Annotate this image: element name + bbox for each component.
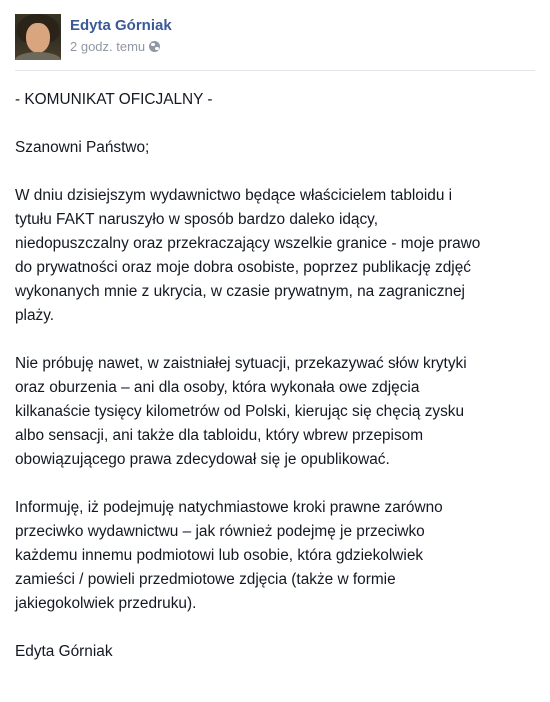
- paragraph-2-line: oraz oburzenia – ani dla osoby, która wykonała owe zdjęcia: [15, 379, 420, 396]
- paragraph-1-line: W dniu dzisiejszym wydawnictwo będące właścicielem tabloidu i: [15, 187, 453, 204]
- post-header: [15, 14, 535, 71]
- globe-icon[interactable]: [149, 41, 160, 52]
- paragraph-2-line: kilkanaście tysięcy kilometrów od Polski, kierując się chęcią zysku: [15, 403, 465, 420]
- paragraph-2-line: obowiązującego prawa zdecydował się je opublikować.: [15, 451, 390, 468]
- post-timestamp[interactable]: 2 godz. temu: [70, 39, 146, 54]
- post-salutation: Szanowni Państwo;: [15, 139, 150, 156]
- author-name-link[interactable]: Edyta Górniak: [70, 17, 172, 34]
- avatar-face: [26, 23, 50, 53]
- post-signature: Edyta Górniak: [15, 643, 113, 660]
- paragraph-1-line: do prywatności oraz moje dobra osobiste, poprzez publikację zdjęć: [15, 259, 471, 276]
- paragraph-2-line: albo sensacji, ani także dla tabloidu, który wbrew przepisom: [15, 427, 424, 444]
- paragraph-1-line: tytułu FAKT naruszyło w sposób bardzo daleko idący,: [15, 211, 379, 228]
- paragraph-2-line: Nie próbuję nawet, w zaistniałej sytuacji, przekazywać słów krytyki: [15, 355, 467, 372]
- author-avatar[interactable]: [15, 14, 61, 60]
- avatar-shoulders: [15, 52, 61, 60]
- paragraph-3-line: Informuję, iż podejmuję natychmiastowe kroki prawne zarówno: [15, 499, 443, 516]
- post-meta: [70, 39, 160, 54]
- paragraph-3-line: przeciwko wydawnictwu – jak również podejmę je przeciwko: [15, 523, 425, 540]
- paragraph-1-line: wykonanych mnie z ukrycia, w czasie prywatnym, na zagranicznej: [15, 283, 465, 300]
- paragraph-3-line: jakiegokolwiek przedruku).: [15, 595, 197, 612]
- post-heading: - KOMUNIKAT OFICJALNY -: [15, 91, 213, 108]
- paragraph-3-line: każdemu innemu podmiotowi lub osobie, która gdziekolwiek: [15, 547, 424, 564]
- paragraph-3-line: zamieści / powieli przedmiotowe zdjęcia (także w formie: [15, 571, 396, 588]
- paragraph-1-line: plaży.: [15, 307, 55, 324]
- post-body: [15, 88, 537, 664]
- paragraph-1-line: niedopuszczalny oraz przekraczający wszelkie granice - moje prawo: [15, 235, 481, 252]
